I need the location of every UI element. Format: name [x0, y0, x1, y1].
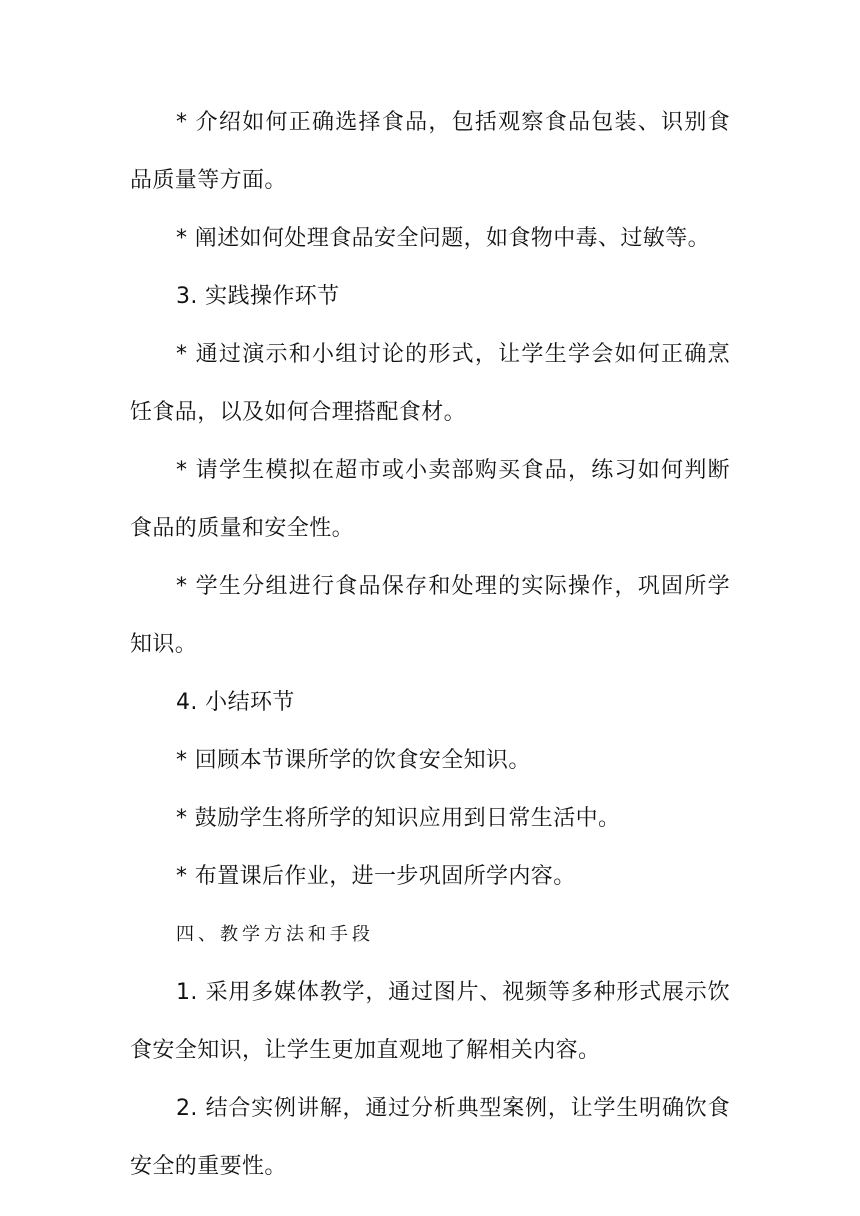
- bullet-review: * 回顾本节课所学的饮食安全知识。: [176, 748, 531, 773]
- bullet-simulate-shopping: * 请学生模拟在超市或小卖部购买食品，练习如何判断食品的质量和安全性。: [130, 458, 730, 541]
- bullet-group-practice: * 学生分组进行食品保存和处理的实际操作，巩固所学知识。: [130, 574, 730, 657]
- bullet-handle-food-safety: * 阐述如何处理食品安全问题，如食物中毒、过敏等。: [176, 226, 710, 251]
- section-summary-heading: 4. 小结环节: [176, 690, 295, 715]
- bullet-demo-discussion: * 通过演示和小组讨论的形式，让学生学会如何正确烹饪食品，以及如何合理搭配食材。: [130, 342, 730, 425]
- bullet-apply-knowledge: * 鼓励学生将所学的知识应用到日常生活中。: [176, 806, 621, 831]
- method-multimedia: 1. 采用多媒体教学，通过图片、视频等多种形式展示饮食安全知识，让学生更加直观地了解相关内容。: [130, 980, 730, 1063]
- method-case-study: 2. 结合实例讲解，通过分析典型案例，让学生明确饮食安全的重要性。: [130, 1096, 730, 1179]
- bullet-homework: * 布置课后作业，进一步巩固所学内容。: [176, 864, 576, 889]
- section-practice-heading: 3. 实践操作环节: [176, 284, 340, 309]
- bullet-choose-food: * 介绍如何正确选择食品，包括观察食品包装、识别食品质量等方面。: [130, 110, 730, 193]
- document-body: [130, 94, 730, 1196]
- chapter-heading-methods: 四、教学方法和手段: [176, 924, 374, 945]
